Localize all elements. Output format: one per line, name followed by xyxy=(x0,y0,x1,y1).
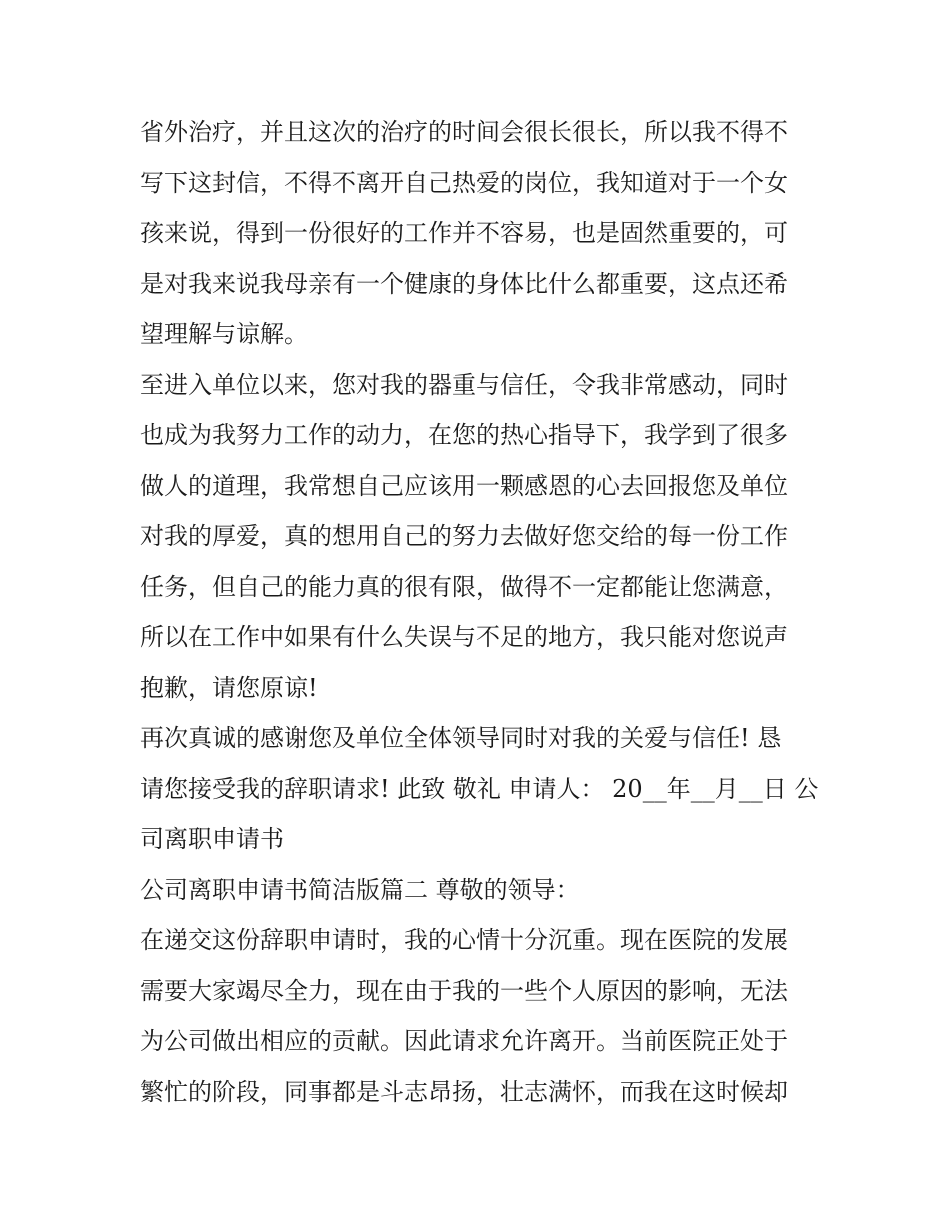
text-line: 对我的厚爱，真的想用自己的努力去做好您交给的每一份工作 xyxy=(140,522,788,550)
text-line: 在递交这份辞职申请时，我的心情十分沉重。现在医院的发展 xyxy=(140,926,788,954)
text-line: 任务，但自己的能力真的很有限，做得不一定都能让您满意， xyxy=(140,572,788,601)
text-line: 司离职申请书 xyxy=(140,825,284,853)
text-line: 望理解与谅解。 xyxy=(140,320,308,348)
text-line: 写下这封信，不得不离开自己热爱的岗位，我知道对于一个女 xyxy=(140,168,788,197)
text-line: 省外治疗，并且这次的治疗的时间会很长很长，所以我不得不 xyxy=(140,118,788,146)
text-line: 需要大家竭尽全力，现在由于我的一些个人原因的影响，无法 xyxy=(140,976,788,1005)
text-line: 是对我来说我母亲有一个健康的身体比什么都重要，这点还希 xyxy=(140,269,788,298)
text-line: 请您接受我的辞职请求! 此致 敬礼 申请人： 20__年__月__日 公 xyxy=(140,774,819,803)
text-line: 抱歉，请您原谅! xyxy=(140,673,318,702)
text-line: 孩来说，得到一份很好的工作并不容易，也是固然重要的，可 xyxy=(140,219,788,247)
text-line: 所以在工作中如果有什么失误与不足的地方，我只能对您说声 xyxy=(140,623,788,651)
text-line: 至进入单位以来，您对我的器重与信任，令我非常感动，同时 xyxy=(140,370,788,399)
document-body xyxy=(140,107,830,1117)
text-line: 繁忙的阶段，同事都是斗志昂扬，壮志满怀，而我在这时候却 xyxy=(140,1077,788,1106)
text-line: 也成为我努力工作的动力，在您的热心指导下，我学到了很多 xyxy=(140,421,788,449)
text-line: 做人的道理，我常想自己应该用一颗感恩的心去回报您及单位 xyxy=(140,471,788,500)
text-line: 公司离职申请书简洁版篇二 尊敬的领导： xyxy=(140,875,580,904)
text-line: 为公司做出相应的贡献。因此请求允许离开。当前医院正处于 xyxy=(140,1027,788,1055)
text-line: 再次真诚的感谢您及单位全体领导同时对我的关爱与信任! 恳 xyxy=(140,724,782,752)
